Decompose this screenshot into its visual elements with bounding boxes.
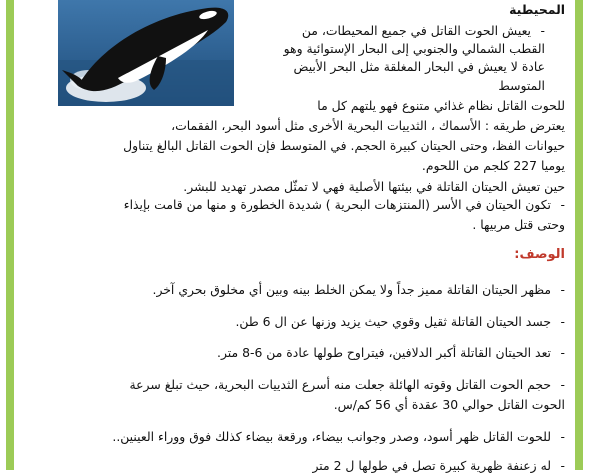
dash-bullet: - — [560, 429, 565, 444]
paragraph3-line: وحتى قتل مربيها . — [472, 217, 565, 232]
dash-bullet: - — [560, 314, 565, 329]
paragraph2-line: حيوانات الفظ، وحتى الحيتان كبيرة الحجم. في المتوسط فإن الحوت القاتل البالغ يتناول — [123, 138, 565, 153]
dash-bullet: - — [560, 345, 565, 360]
paragraph1-line: المتوسط — [498, 78, 545, 93]
description-item: -له زعنفة ظهرية كبيرة تصل في طولها ل 2 متر — [312, 458, 565, 473]
dash-bullet: - — [560, 458, 565, 473]
top-heading: المحيطية — [509, 2, 565, 17]
paragraph2-line: للحوت القاتل نظام غذائي متنوع فهو يلتهم كل ما — [317, 98, 565, 113]
dash-bullet: - — [560, 377, 565, 392]
dash-bullet: - — [540, 23, 545, 38]
section-title: الوصف: — [514, 247, 565, 262]
orca-photo — [58, 0, 234, 106]
description-item: -مظهر الحيتان القاتلة مميز جداً ولا يمكن الخلط بينه وبين أي مخلوق بحري آخر. — [152, 282, 565, 297]
dash-bullet: - — [560, 197, 565, 212]
page-border-left — [6, 0, 14, 470]
page-border-right — [575, 0, 583, 470]
paragraph1-line: عادة لا يعيش في البحار المغلقة مثل البحر الأبيض — [293, 59, 545, 74]
dash-bullet: - — [560, 282, 565, 297]
description-item: -حجم الحوت القاتل وقوته الهائلة جعلت منه أسرع الثدييات البحرية، حيث تبلغ سرعة — [129, 377, 565, 392]
description-item: -تعد الحيتان القاتلة أكبر الدلافين، فيتراوح طولها عادة من 6-8 متر. — [217, 345, 565, 360]
paragraph1-line: -يعيش الحوت القاتل في جميع المحيطات، من — [301, 23, 545, 38]
paragraph3-line: -تكون الحيتان في الأسر (المنتزهات البحرية ) شديدة الخطورة و منها من قامت بإيذاء — [123, 197, 565, 212]
description-item-continuation: الحوت القاتل حوالي 30 عقدة أي 56 كم/س. — [333, 397, 565, 412]
description-item: -للحوت القاتل ظهر أسود، وصدر وجوانب بيضاء، ورقعة بيضاء كذلك فوق ووراء العينين.. — [112, 429, 565, 444]
description-item: -جسد الحيتان القاتلة ثقيل وقوي حيث يزيد وزنها عن ال 6 طن. — [235, 314, 565, 329]
paragraph1-line: القطب الشمالي والجنوبي إلى البحار الإستوائية وهو — [283, 41, 545, 56]
document-page — [22, 0, 565, 473]
paragraph2-line: يعترض طريقه : الأسماك ، الثدييات البحرية الأخرى مثل أسود البحر، الفقمات، — [171, 118, 565, 133]
paragraph2-line: يوميا 227 كلجم من اللحوم. — [421, 158, 565, 173]
paragraph2-line: حين تعيش الحيتان القاتلة في بيئتها الأصلية فهي لا تمثّل مصدر تهديد للبشر. — [183, 179, 565, 194]
